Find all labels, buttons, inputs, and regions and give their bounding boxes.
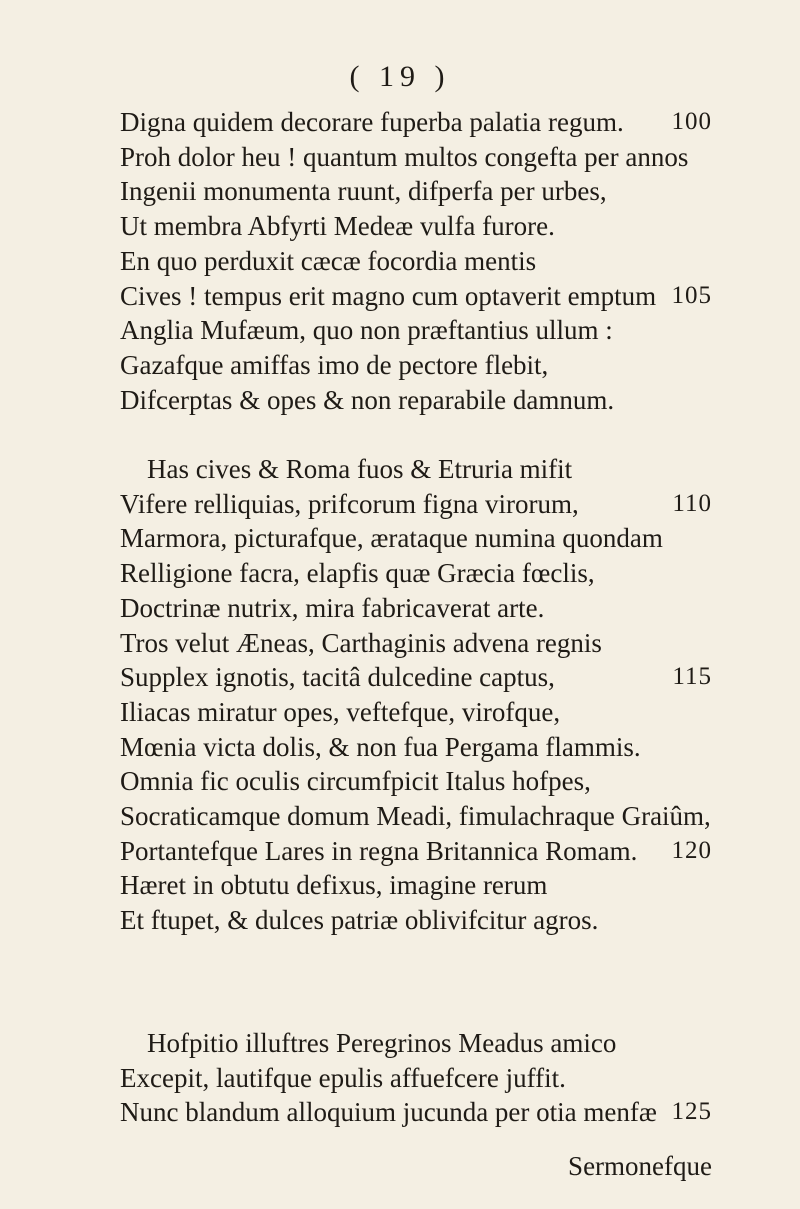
verse-text: Nunc blandum alloquium jucunda per otia menfæ — [120, 1097, 657, 1128]
line-number: 115 — [672, 663, 712, 691]
verse-text: Relligione facra, elapfis quæ Græcia fœclis, — [120, 558, 595, 589]
verse-text: Vifere relliquias, prifcorum figna virorum, — [120, 488, 579, 519]
verse-text: Doctrinæ nutrix, mira fabricaverat arte. — [120, 592, 545, 623]
verse-text: Difcerptas & opes & non reparabile damnum. — [120, 384, 615, 415]
verse-text: Cives ! tempus erit magno cum optaverit emptum — [120, 280, 657, 311]
line-number: 120 — [671, 836, 712, 864]
line-number: 110 — [672, 489, 712, 517]
verse-text: Marmora, picturafque, ærataque numina quondam — [120, 523, 663, 554]
catchword: Sermonefque — [568, 1151, 712, 1181]
verse-text: Ut membra Abfyrti Medeæ vulfa furore. — [120, 211, 555, 242]
verse-line — [0, 1092, 800, 1132]
line-number: 105 — [671, 281, 712, 309]
verse-text: Et ftupet, & dulces patriæ oblivifcitur agros. — [120, 905, 599, 936]
verse-text: Gazafque amiffas imo de pectore flebit, — [120, 349, 549, 380]
verse-text: En quo perduxit cæcæ focordia mentis — [120, 245, 537, 276]
verse-text: Omnia fic oculis circumfpicit Italus hofpes, — [120, 766, 591, 797]
verse-text: Supplex ignotis, tacitâ dulcedine captus, — [120, 662, 555, 693]
verse-text: Iliacas miratur opes, veftefque, virofque, — [120, 696, 561, 727]
verse-text: Ingenii monumenta ruunt, difperfa per urbes, — [120, 176, 607, 207]
verse-text: Portantefque Lares in regna Britannica Romam. — [120, 835, 638, 866]
line-number: 125 — [671, 1098, 712, 1126]
verse-text: Anglia Mufæum, quo non præftantius ullum : — [120, 315, 613, 346]
line-number: 100 — [671, 108, 712, 135]
verse-line — [0, 900, 800, 940]
verse-text: Mœnia victa dolis, & non fua Pergama flammis. — [120, 731, 641, 762]
verse-text: Has cives & Roma fuos & Etruria mifit — [147, 454, 573, 484]
verse-line — [0, 380, 800, 420]
verse-text: Hæret in obtutu defixus, imagine rerum — [120, 870, 548, 901]
verse-text: Proh dolor heu ! quantum multos congefta per annos — [120, 141, 689, 172]
verse-text: Excepit, lautifque epulis affuefcere juffit. — [120, 1062, 566, 1093]
page-number: ( 19 ) — [349, 60, 451, 93]
verse-text: Digna quidem decorare fuperba palatia regum. — [120, 107, 624, 137]
verse-text: Hofpitio illuftres Peregrinos Meadus amico — [147, 1028, 617, 1058]
verse-text: Tros velut Æneas, Carthaginis advena regnis — [120, 627, 602, 658]
verse-text: Socraticamque domum Meadi, fimulachraque Graiûm, — [120, 801, 711, 831]
